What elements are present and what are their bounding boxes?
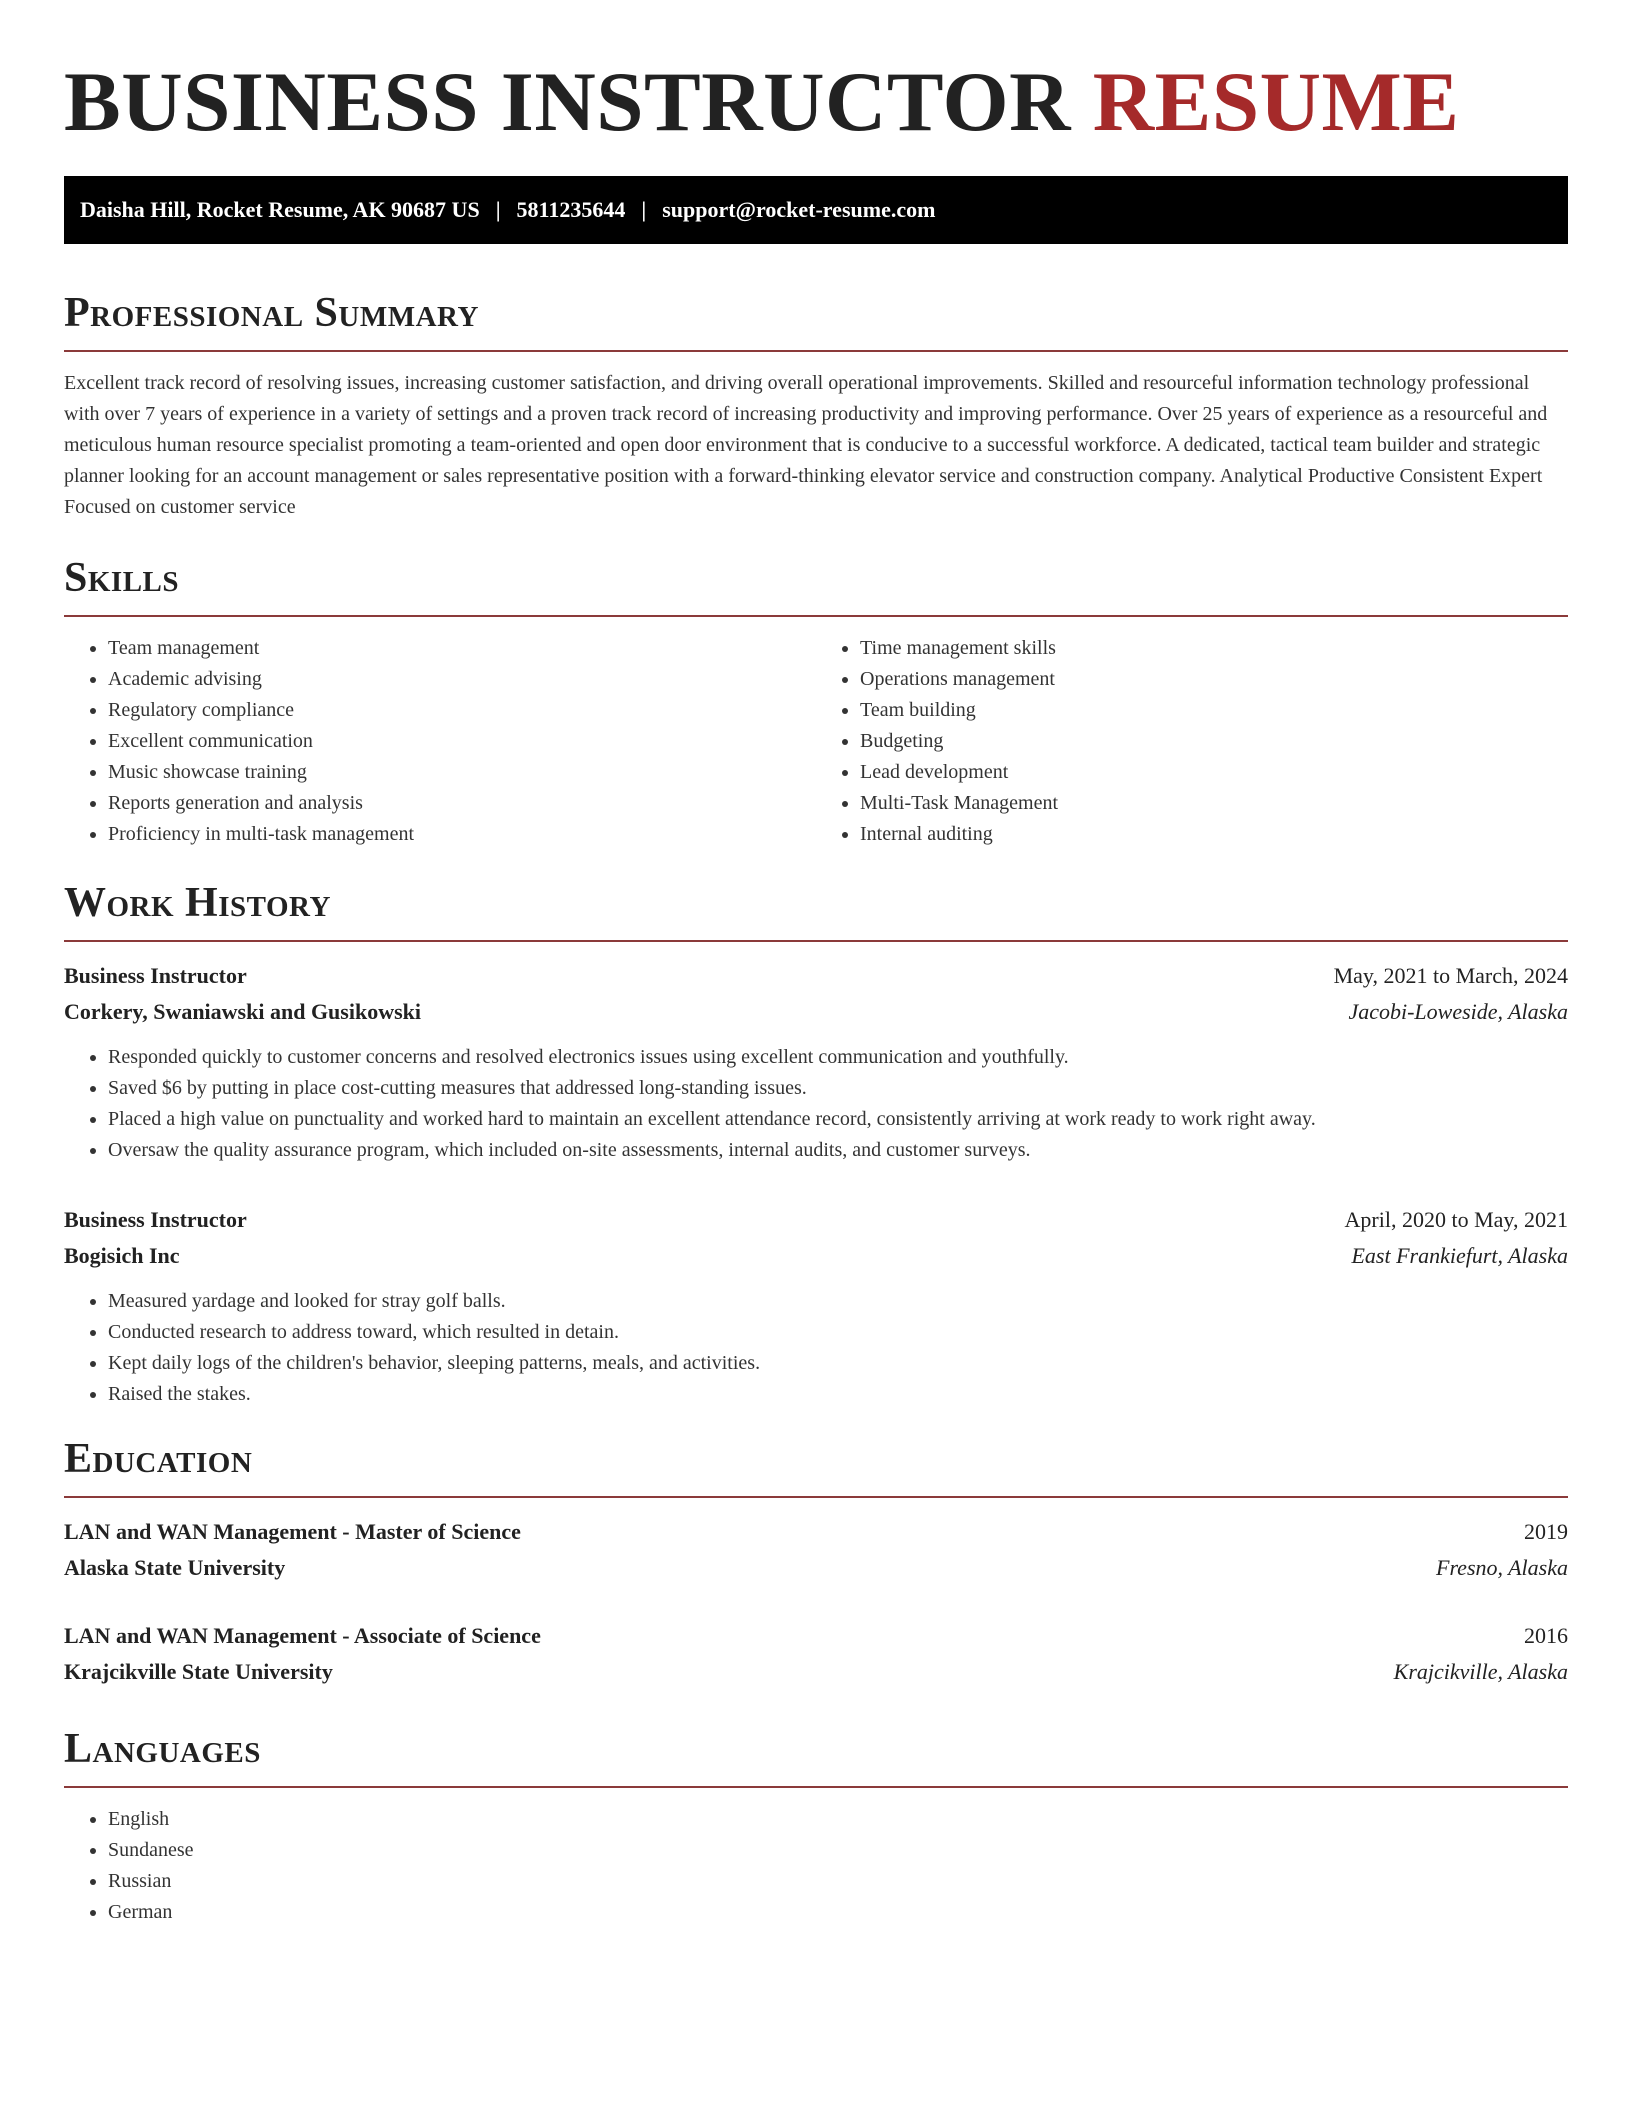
work-entry-header — [64, 1202, 1568, 1238]
skill-item: • Excellent communication — [108, 726, 816, 757]
job-title: Business Instructor — [64, 1207, 247, 1232]
job-dates: April, 2020 to May, 2021 — [1344, 1207, 1568, 1232]
education-heading: Education — [64, 1436, 253, 1482]
job-title: Business Instructor — [64, 963, 247, 988]
work-entry-subheader — [64, 994, 1568, 1030]
skill-item: • Lead development — [860, 757, 1568, 788]
summary-section — [64, 288, 1568, 523]
education-entry — [64, 1618, 1568, 1690]
school-location: Krajcikville, Alaska — [1393, 1659, 1568, 1684]
skills-column-right — [816, 633, 1568, 850]
school-location: Fresno, Alaska — [1436, 1555, 1568, 1580]
summary-text: Excellent track record of resolving issues, increasing customer satisfaction, and driving overall operational improvements. Skilled and resourceful information technology professional with over 7 years of experience in a variety of settings and a proven track record of increasing productivity and improving performance. Over 25 years of experience as a resourceful and meticulous human resource specialist promoting a team-oriented and open door environment that is conducive to a successful workforce. A dedicated, tactical team builder and strategic planner looking for an account management or sales representative position with a forward-thinking elevator service and construction company. Analytical Productive Consistent Expert Focused on customer service — [64, 372, 1548, 518]
skill-item: • Internal auditing — [860, 819, 1568, 850]
work-entry-header — [64, 958, 1568, 994]
job-bullet: • Kept daily logs of the children's behavior, sleeping patterns, meals, and activities. — [108, 1348, 1568, 1379]
job-location: Jacobi-Loweside, Alaska — [1348, 999, 1568, 1024]
work-entry — [64, 958, 1568, 1166]
skill-item: • Budgeting — [860, 726, 1568, 757]
education-section — [64, 1434, 1568, 1690]
job-bullet: • Raised the stakes. — [108, 1379, 1568, 1410]
contact-phone: 5811235644 — [516, 197, 626, 222]
job-bullet: • Responded quickly to customer concerns and resolved electronics issues using excellent communication and youthfully. — [108, 1042, 1568, 1073]
job-bullets — [64, 1042, 1568, 1166]
section-divider — [64, 350, 1568, 352]
skill-item: • Regulatory compliance — [108, 695, 816, 726]
language-item: • Russian — [108, 1866, 1568, 1897]
skill-item: • Reports generation and analysis — [108, 788, 816, 819]
skill-item: • Operations management — [860, 664, 1568, 695]
job-bullet: • Oversaw the quality assurance program, which included on-site assessments, internal audits, and customer surveys. — [108, 1135, 1568, 1166]
job-company: Bogisich Inc — [64, 1243, 180, 1268]
skill-item: • Academic advising — [108, 664, 816, 695]
degree: LAN and WAN Management - Associate of Science — [64, 1623, 541, 1648]
section-divider — [64, 1786, 1568, 1788]
education-entry-header — [64, 1514, 1568, 1550]
education-entry-subheader — [64, 1654, 1568, 1690]
languages-heading: Languages — [64, 1726, 261, 1772]
section-divider — [64, 940, 1568, 942]
skills-grid — [64, 633, 1568, 850]
skill-item: • Time management skills — [860, 633, 1568, 664]
work-section — [64, 878, 1568, 1410]
job-bullet: • Measured yardage and looked for stray golf balls. — [108, 1286, 1568, 1317]
skill-item: • Music showcase training — [108, 757, 816, 788]
contact-bar — [64, 176, 1568, 244]
section-divider — [64, 1496, 1568, 1498]
job-location: East Frankiefurt, Alaska — [1351, 1243, 1568, 1268]
skills-section — [64, 553, 1568, 850]
job-bullet: • Placed a high value on punctuality and worked hard to maintain an excellent attendance record, consistently arriving at work ready to work right away. — [108, 1104, 1568, 1135]
education-entry-header — [64, 1618, 1568, 1654]
skills-heading: Skills — [64, 555, 180, 601]
job-bullet: • Saved $6 by putting in place cost-cutting measures that addressed long-standing issues. — [108, 1073, 1568, 1104]
education-entry-subheader — [64, 1550, 1568, 1586]
work-heading: Work History — [64, 880, 331, 926]
skill-item: • Multi-Task Management — [860, 788, 1568, 819]
skill-item: • Team building — [860, 695, 1568, 726]
language-item: • English — [108, 1804, 1568, 1835]
job-bullet: • Conducted research to address toward, which resulted in detain. — [108, 1317, 1568, 1348]
education-entries — [64, 1514, 1568, 1690]
contact-address: Daisha Hill, Rocket Resume, AK 90687 US — [80, 197, 480, 222]
work-entry-subheader — [64, 1238, 1568, 1274]
contact-separator: | — [641, 197, 647, 222]
contact-separator: | — [495, 197, 501, 222]
skill-item: • Team management — [108, 633, 816, 664]
skills-list-left — [64, 633, 816, 850]
summary-heading: Professional Summary — [64, 290, 479, 336]
work-entry — [64, 1202, 1568, 1410]
languages-list — [64, 1804, 1568, 1928]
job-dates: May, 2021 to March, 2024 — [1333, 963, 1568, 988]
job-company: Corkery, Swaniawski and Gusikowski — [64, 999, 421, 1024]
title-accent: RESUME — [1092, 55, 1460, 149]
language-item: • Sundanese — [108, 1835, 1568, 1866]
resume-title — [64, 52, 1568, 152]
school-name: Alaska State University — [64, 1555, 286, 1580]
skill-item: • Proficiency in multi-task management — [108, 819, 816, 850]
section-divider — [64, 615, 1568, 617]
job-bullets — [64, 1286, 1568, 1410]
languages-section — [64, 1724, 1568, 1928]
skills-list-right — [816, 633, 1568, 850]
skills-column-left — [64, 633, 816, 850]
graduation-year: 2016 — [1524, 1623, 1568, 1648]
language-item: • German — [108, 1897, 1568, 1928]
degree: LAN and WAN Management - Master of Science — [64, 1519, 521, 1544]
work-entries — [64, 958, 1568, 1410]
education-entry — [64, 1514, 1568, 1586]
school-name: Krajcikville State University — [64, 1659, 333, 1684]
graduation-year: 2019 — [1524, 1519, 1568, 1544]
title-main: BUSINESS INSTRUCTOR — [64, 55, 1072, 149]
contact-email: support@rocket-resume.com — [662, 197, 936, 222]
